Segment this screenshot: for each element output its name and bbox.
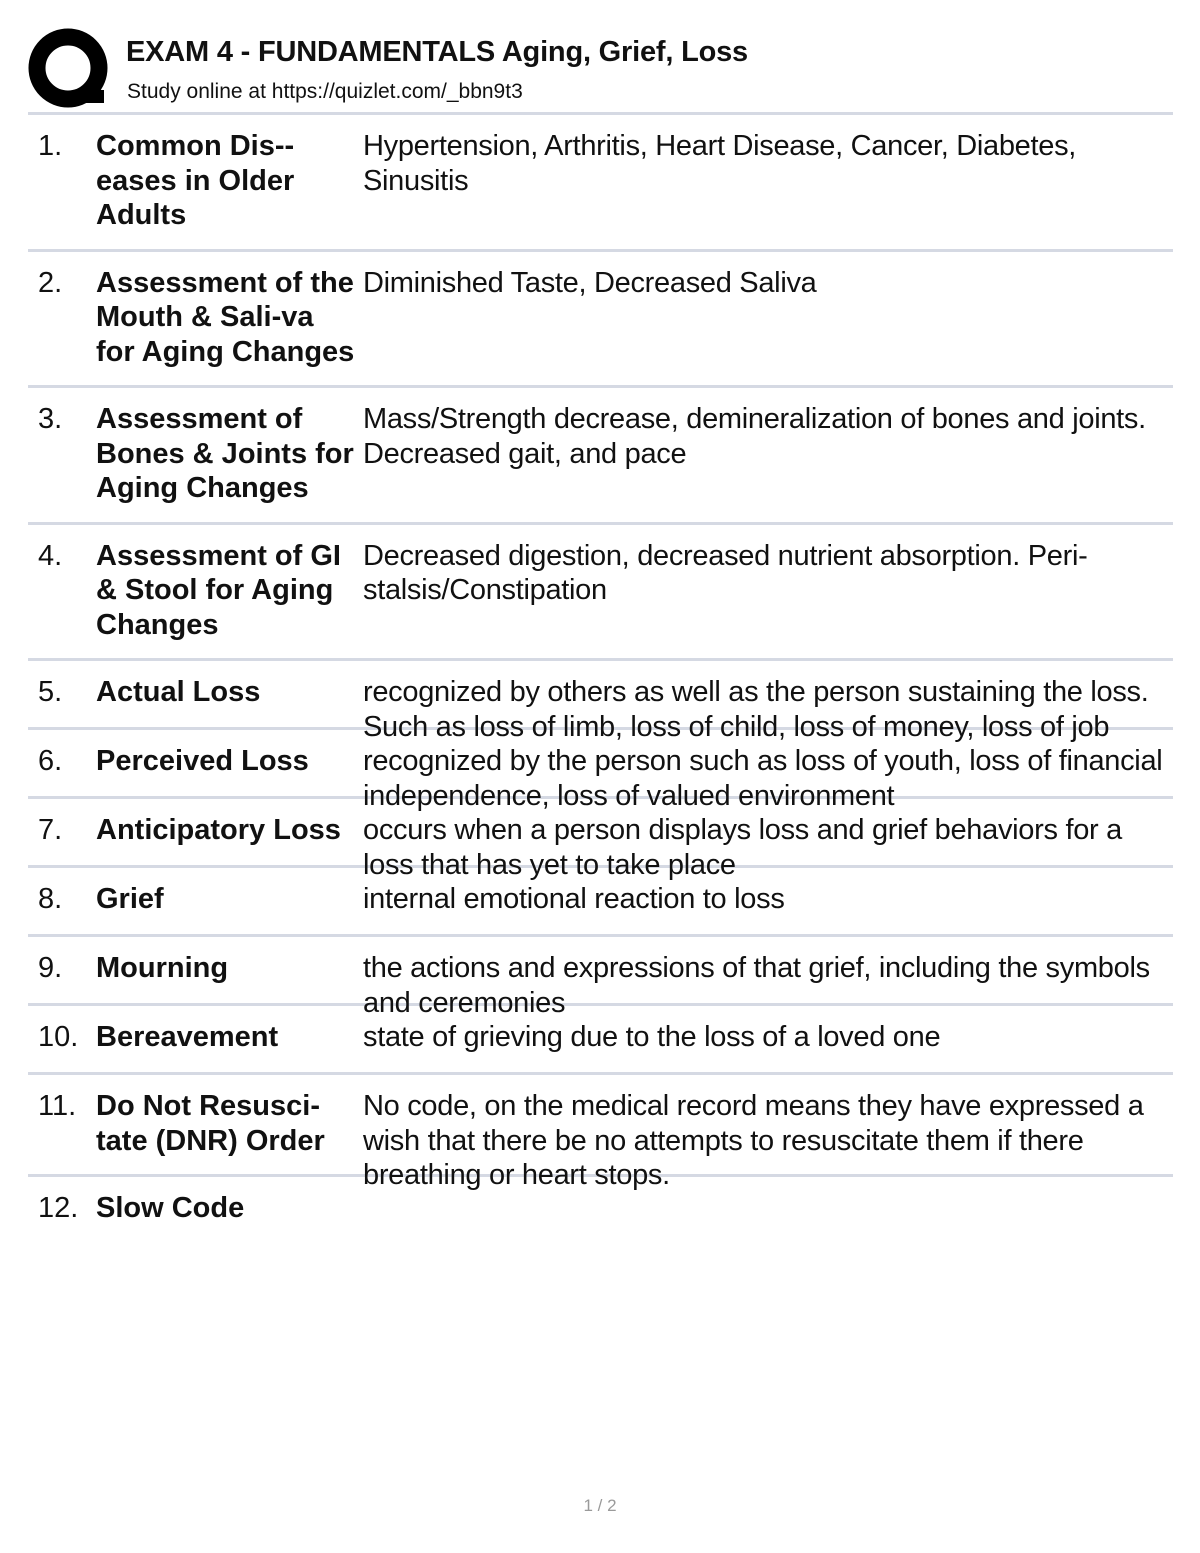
flashcard-row: [28, 388, 1173, 525]
card-term: Do Not Resuscitate (DNR) Order: [96, 1090, 325, 1157]
card-number: 3.: [38, 403, 63, 435]
flashcard-row: [28, 661, 1173, 743]
page-title: EXAM 4 - FUNDAMENTALS Aging, Grief, Loss: [126, 36, 748, 68]
page-indicator: 1 / 2: [583, 1496, 617, 1515]
card-number: 9.: [38, 952, 63, 984]
card-number: 6.: [38, 745, 63, 777]
flashcard-row: [28, 799, 1173, 881]
card-definition: No code, on the medical record means they have expressed a wish that there be no attempts to resuscitate them if there breathing or heart stops.: [363, 1090, 1144, 1191]
flashcard-row: [28, 1006, 1173, 1075]
card-term: Common Dis-eases in Older Adults: [96, 130, 295, 231]
flashcard-row: [28, 868, 1173, 937]
flashcard-list: [28, 112, 1173, 1243]
card-term: Assessment of GI & Stool for Aging Changes: [96, 539, 341, 641]
card-term: Anticipatory Loss: [96, 814, 341, 846]
card-number: 1.: [38, 130, 63, 162]
quizlet-q-logo-icon: [28, 28, 112, 112]
card-number: 12.: [38, 1192, 79, 1224]
card-definition: Mass/Strength decrease, demineralization of bones and joints. Decreased gait, and pace: [363, 403, 1146, 470]
study-online-link[interactable]: Study online at https://quizlet.com/_bbn9t3: [127, 80, 523, 103]
card-term: Assessment of the Mouth & Sali-va for Aging Changes: [96, 266, 355, 368]
card-term: Bereavement: [96, 1021, 279, 1053]
card-term: Slow Code: [96, 1192, 245, 1224]
flashcard-row: [28, 115, 1173, 252]
card-definition: internal emotional reaction to loss: [363, 883, 785, 915]
card-definition: occurs when a person displays loss and grief behaviors for a loss that has yet to take place: [363, 814, 1122, 881]
card-number: 2.: [38, 266, 63, 299]
flashcard-row: [28, 1075, 1173, 1191]
card-term: Mourning: [96, 952, 229, 984]
card-number: 8.: [38, 883, 63, 915]
card-number: 7.: [38, 814, 63, 846]
flashcard-row: [28, 1177, 1173, 1243]
card-number: 5.: [38, 676, 63, 708]
card-number: 10.: [38, 1021, 79, 1053]
flashcard-row: [28, 730, 1173, 812]
card-definition: the actions and expressions of that grief, including the symbols and ceremonies: [363, 952, 1150, 1019]
card-number: 11.: [38, 1090, 77, 1122]
flashcard-row: [28, 525, 1173, 662]
card-definition: Diminished Taste, Decreased Saliva: [363, 266, 817, 299]
card-definition: Decreased digestion, decreased nutrient absorption. Peristalsis/Constipation: [363, 539, 1088, 606]
flashcard-row: [28, 937, 1173, 1019]
card-definition: state of grieving due to the loss of a loved one: [363, 1021, 941, 1053]
card-term: Grief: [96, 883, 164, 915]
card-number: 4.: [38, 539, 63, 572]
card-definition: Hypertension, Arthritis, Heart Disease, Cancer, Diabetes, Sinusitis: [363, 130, 1077, 197]
card-definition: recognized by others as well as the person sustaining the loss. Such as loss of limb, loss of child, loss of money, loss of job: [363, 676, 1149, 743]
card-term: Actual Loss: [96, 676, 261, 708]
flashcard-row: [28, 252, 1173, 389]
page-header: [28, 28, 1178, 112]
card-definition: recognized by the person such as loss of youth, loss of financial independence, loss of valued environment: [363, 745, 1163, 812]
card-term: Assessment of Bones & Joints for Aging Changes: [96, 403, 354, 504]
card-term: Perceived Loss: [96, 745, 309, 777]
